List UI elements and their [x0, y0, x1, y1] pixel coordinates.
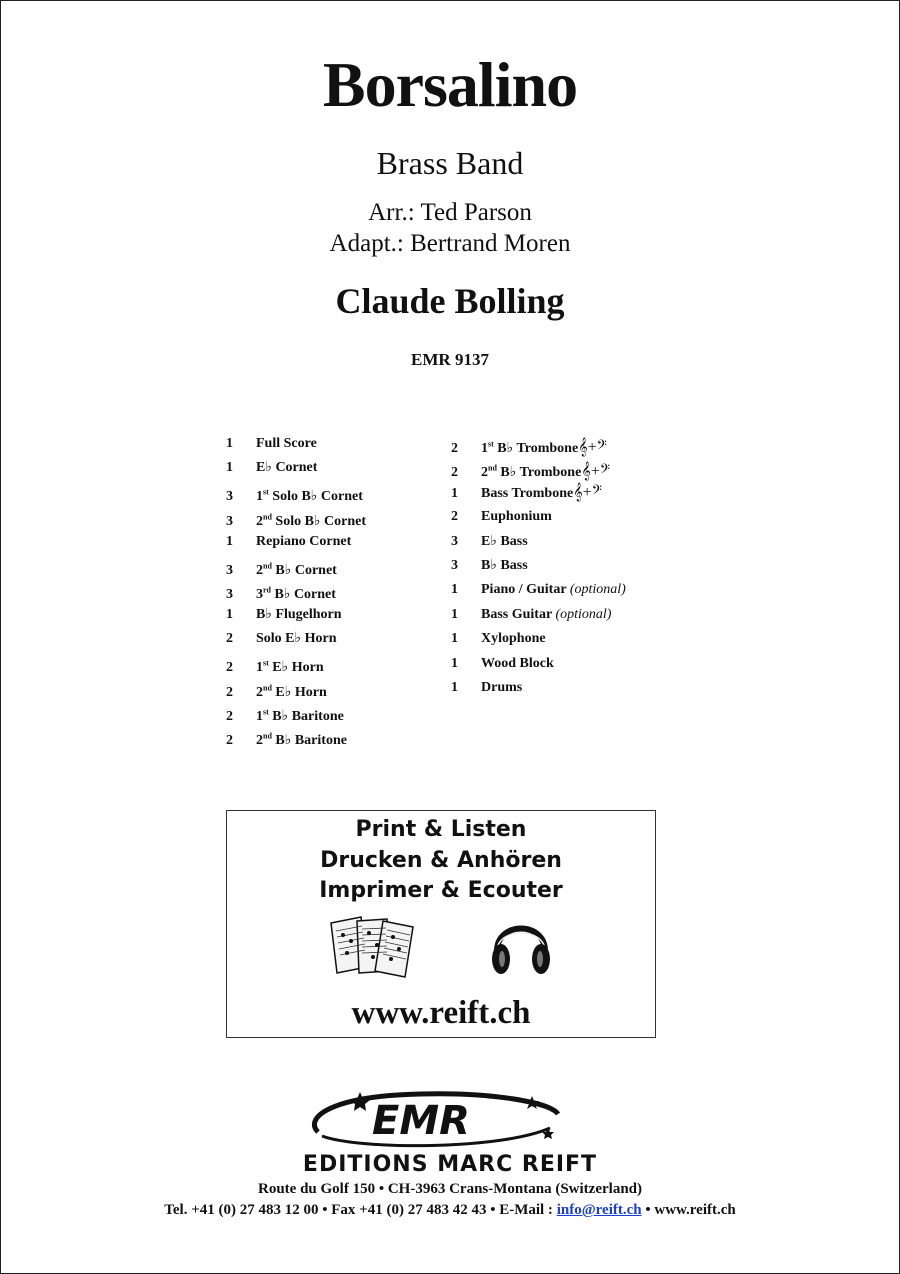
part-label: B♭ Cornet: [271, 587, 336, 602]
part-label: Solo B♭ Cornet: [268, 489, 363, 505]
clef-icon: 𝄞+𝄢: [581, 463, 611, 481]
parts-list-right: [451, 434, 626, 702]
catalog-number: EMR 9137: [411, 350, 489, 369]
part-ordinal-suffix: rd: [263, 585, 271, 595]
part-name: [256, 631, 337, 646]
headphones-icon: [489, 911, 553, 977]
part-label: B♭ Baritone: [268, 708, 344, 724]
part-quantity: 1: [451, 631, 458, 647]
part-quantity: 1: [451, 679, 458, 695]
part-row: [226, 483, 366, 507]
part-name: [481, 656, 554, 671]
part-row: [226, 727, 366, 751]
part-row: [226, 532, 366, 556]
part-row: [226, 434, 366, 458]
part-label: Piano / Guitar: [481, 582, 570, 598]
part-ordinal: 2: [256, 513, 263, 529]
part-ordinal-suffix: st: [263, 487, 269, 497]
part-ordinal-suffix: nd: [263, 731, 272, 741]
part-ordinal: 2: [256, 733, 263, 749]
part-row: [451, 654, 626, 678]
part-row: [226, 702, 366, 726]
part-quantity: 2: [451, 509, 458, 525]
part-quantity: 3: [226, 489, 233, 505]
part-quantity: 3: [451, 533, 458, 549]
part-row: [451, 629, 626, 653]
part-row: [451, 580, 626, 604]
part-label: B♭ Baritone: [271, 733, 347, 749]
sheet-music-icon: [327, 915, 419, 979]
part-name: [256, 607, 342, 622]
clef-icon: 𝄞+𝄢: [573, 483, 602, 501]
part-quantity: 1: [451, 582, 458, 598]
part-row: [226, 580, 366, 604]
part-label: Repiano Cornet: [256, 533, 352, 549]
part-name: [481, 438, 607, 456]
part-ordinal: 3: [256, 587, 263, 602]
part-label: B♭ Flugelhorn: [256, 606, 342, 622]
composer: Claude Bolling: [335, 281, 565, 321]
part-quantity: 2: [226, 631, 233, 647]
part-quantity: 2: [226, 733, 233, 749]
part-name: [256, 534, 351, 549]
part-ordinal-suffix: st: [488, 439, 494, 448]
part-ordinal: 2: [256, 684, 263, 700]
part-name: [481, 558, 528, 573]
part-label: E♭ Horn: [271, 684, 327, 700]
part-quantity: 2: [451, 465, 458, 481]
emr-logo: [300, 1088, 600, 1150]
part-label: B♭ Trombone: [493, 440, 579, 456]
part-ordinal-suffix: nd: [263, 560, 272, 570]
part-quantity: 2: [451, 440, 458, 456]
part-name: [481, 631, 546, 646]
part-quantity: 3: [226, 513, 233, 529]
part-row: [451, 678, 626, 702]
emr-logo-text: EMR: [372, 1098, 470, 1144]
part-name: [481, 607, 611, 622]
part-quantity: 1: [451, 655, 458, 671]
part-name: [256, 587, 336, 602]
arranger: Arr.: Ted Parson: [368, 199, 532, 226]
part-name: [256, 460, 317, 475]
part-ordinal-suffix: nd: [263, 512, 272, 522]
part-row: [226, 654, 366, 678]
part-quantity: 2: [226, 708, 233, 724]
part-name: [256, 733, 347, 748]
page-title: Borsalino: [322, 49, 578, 120]
promo-line-1: Print & Listen: [355, 817, 527, 842]
part-optional-note: (optional): [569, 582, 626, 598]
part-ordinal: 1: [256, 708, 263, 724]
part-row: [451, 458, 626, 482]
parts-list-left: [226, 434, 366, 751]
part-row: [226, 458, 366, 482]
part-name: [481, 509, 552, 524]
part-quantity: 2: [226, 660, 233, 676]
part-label: B♭ Trombone: [496, 465, 582, 481]
publisher-contact: [0, 1202, 900, 1219]
part-row: [226, 507, 366, 531]
print-listen-box: [226, 810, 656, 1038]
part-quantity: 3: [451, 557, 458, 573]
part-label: Drums: [481, 679, 523, 695]
part-ordinal: 1: [481, 440, 488, 456]
part-label: Wood Block: [481, 655, 554, 671]
publisher-name: EDITIONS MARC REIFT: [302, 1152, 598, 1177]
part-label: E♭ Horn: [268, 660, 324, 676]
publisher-address: Route du Golf 150 • CH-3963 Crans-Montana (Switzerland): [258, 1181, 642, 1197]
part-ordinal: 1: [256, 660, 263, 676]
contact-phone-fax: Tel. +41 (0) 27 483 12 00 • Fax +41 (0) 27 483 42 43 • E-Mail :: [164, 1202, 557, 1218]
part-quantity: 1: [226, 460, 233, 476]
part-ordinal-suffix: st: [263, 707, 269, 717]
part-row: [451, 605, 626, 629]
part-row: [226, 556, 366, 580]
part-name: [256, 560, 337, 578]
subtitle: Brass Band: [376, 145, 524, 181]
part-row: [451, 556, 626, 580]
part-ordinal: 1: [256, 489, 263, 505]
part-name: [256, 514, 366, 529]
part-name: [256, 660, 324, 675]
part-ordinal-suffix: nd: [488, 463, 497, 473]
promo-line-3: Imprimer & Ecouter: [319, 878, 563, 903]
part-name: [481, 465, 610, 480]
part-label: Solo E♭ Horn: [256, 631, 337, 647]
part-quantity: 1: [451, 485, 458, 501]
part-name: [481, 680, 522, 695]
promo-website[interactable]: www.reift.ch: [351, 995, 531, 1031]
part-label: B♭ Bass: [481, 557, 528, 573]
part-name: [256, 436, 317, 451]
part-quantity: 3: [226, 587, 233, 602]
part-label: Full Score: [256, 436, 317, 451]
part-label: B♭ Cornet: [271, 562, 337, 578]
part-quantity: 1: [226, 436, 233, 451]
part-name: [256, 682, 327, 700]
part-name: [481, 534, 528, 549]
part-quantity: 2: [226, 684, 233, 700]
adapter: Adapt.: Bertrand Moren: [329, 230, 571, 257]
part-row: [451, 507, 626, 531]
part-ordinal-suffix: nd: [263, 682, 272, 692]
part-label: Xylophone: [481, 631, 546, 647]
promo-line-2: Drucken & Anhören: [320, 848, 562, 873]
part-quantity: 3: [226, 562, 233, 578]
part-ordinal: 2: [481, 465, 488, 481]
part-name: [256, 489, 363, 504]
part-label: Bass Trombone: [481, 485, 574, 501]
part-row: [226, 605, 366, 629]
part-label: Bass Guitar: [481, 606, 556, 622]
part-ordinal-suffix: st: [263, 658, 269, 668]
part-label: E♭ Cornet: [256, 460, 318, 476]
part-name: [481, 483, 602, 501]
part-name: [481, 582, 626, 597]
part-quantity: 1: [226, 606, 233, 622]
part-label: Euphonium: [481, 509, 552, 525]
part-quantity: 1: [451, 606, 458, 622]
part-label: E♭ Bass: [481, 533, 528, 549]
part-name: [256, 709, 344, 724]
part-label: Solo B♭ Cornet: [271, 513, 367, 529]
part-row: [451, 434, 626, 458]
contact-website: • www.reift.ch: [641, 1202, 736, 1218]
email-link[interactable]: info@reift.ch: [556, 1202, 642, 1218]
part-ordinal: 2: [256, 562, 263, 578]
part-row: [226, 678, 366, 702]
part-row: [451, 532, 626, 556]
part-row: [451, 483, 626, 507]
part-optional-note: (optional): [555, 606, 612, 622]
part-row: [226, 629, 366, 653]
part-quantity: 1: [226, 533, 233, 549]
clef-icon: 𝄞+𝄢: [578, 438, 607, 456]
